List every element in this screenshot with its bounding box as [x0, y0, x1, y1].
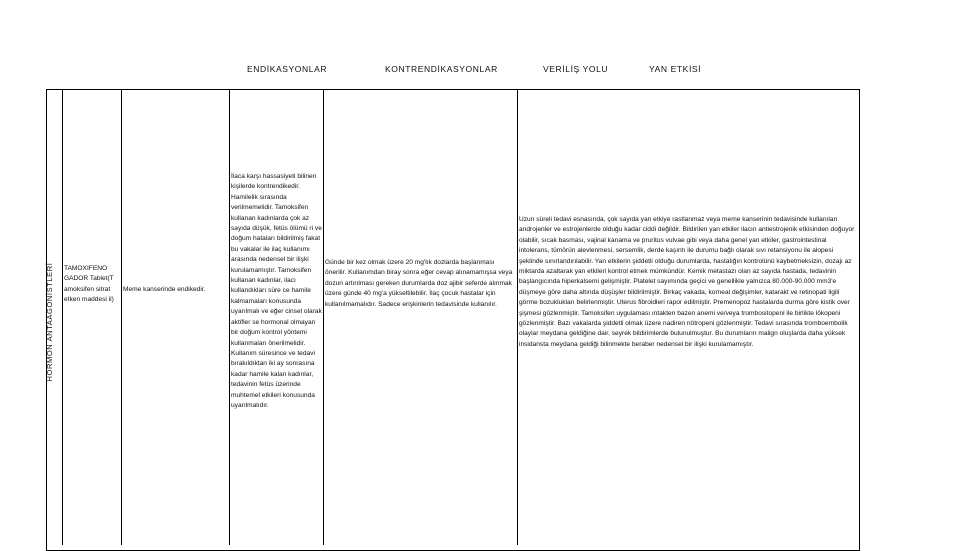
cell-side-effect: Uzun süreli tedavi esnasında, çok sayıda yan etkiye rastlanmaz veya meme kanserinin tedavisinde kullanılan androjenler ve estrojenlerde olduğu kadar ciddi değildir. Bildirilen yan etkiler ilacın antiestrojenik etkisinden doğuyor olabilir, sıcak basması, vajinal kanama ve pruritus vulvae gibi veya daha genel yan etkiler, gastrointestinal intolerans, tümörün alevlenmesi, sersemlik, derde kaşıntı ile durumu bağlı olarak sıvı retansiyonu ile alopesi şeklinde sınırlandırılabilir. Yan etkilerin şiddetli olduğu durumlarda, hastalığın kontrolünü kaybetmeksizin, dozajı az miktarda azaltarak yan etkileri kontrol etmek mümkündür. Kemik metastazı olan az sayıda hastada, tedavinin başlangıcında hiperkalsemi gelişmiştir. Platelet sayımında geçici ve genellikle yalnızca 80.000-90.000 mm3'e düşmeye göre daha altında düşüşler bildirilmiştir. Birkaç vakada, korneal değişimler, katarakt ve retinopati ilgili görme bozuklukları belirlenmiştir. Uterus fibroidleri rapor edilmiştir. Premenopoz hastalarda durma göre kistik over şişmesi gözlenmiştir. Tamoksifen uygulaması ıntakten bazen anemi ve/veya trombositopeni ile birlikte lökopeni gözlenmiştir. Bazı vakalarda şiddetli olmak üzere nadiren nötropeni gözlenmiştir. Tedavi sırasında tromboembolik olaylar meydana geldiğine dair, seyrek bildirimlerde bulunulmuştur. Bu durumların malign oluşlarda daha yüksek insidansta meydana geldiği bilinmekte beraber nedensel bir ilişki kurulamamıştır.	[519, 216, 855, 348]
header-contraindications: KONTRENDİKASYONLAR	[385, 64, 498, 74]
column-divider	[323, 89, 324, 545]
group-label: HORMON ANTAAGONİSTLERİ	[45, 262, 54, 382]
cell-indication: Meme kanserinde endikedir.	[123, 286, 206, 293]
header-route: VERİLİŞ YOLU	[543, 64, 609, 74]
cell-drug-name: TAMOXIFENO GADOR Tablet(T amoksifen sitrat etken maddesi il)	[64, 265, 114, 304]
cell-contraindication: İlaca karşı hassasiyeti bilinen kişilerde kontrendikedir. Hamilelik sırasında verilmemelidir. Tamoksifen kullanan kadınlarda çok az sayıda düşük, fetüs ölümü ri ve doğum hataları bildirilmiş fakat bu vakalar ile ilaç kullanımı arasında nedensel bir ilişki kurulamamıştır. Tamoksifen kullanan kadınlar, ilacı kullandıkları süre ce hamile kalmamaları konusunda uyarılmalı ve eğer cinsel olarak aktifler se hormonal olmayan bir doğum kontrol yöntemi kullanmaları önerilmelidir. Kullanım süresince ve tedavi bırakıldıktan iki ay sonrasına kadar hamile kalan kadınlar, tedavinin fetüs üzerinde muhtemel etkileri konusunda uyarılmalıdır.	[231, 173, 322, 409]
column-divider	[229, 89, 230, 545]
header-side-effects: YAN ETKİSİ	[649, 64, 702, 74]
header-indications: ENDİKASYONLAR	[247, 64, 328, 74]
column-divider	[517, 89, 518, 545]
column-divider	[121, 89, 122, 545]
column-divider	[62, 89, 63, 545]
cell-route: Günde bir kez olmak üzere 20 mg'lık dozlarda başlanması önerilir. Kullanımdan biray sonra eğer cevap alınamamışsa veya dozun artırılması gereken durumlarda doz ajibir seferde alınmak üzere günde 40 mg'a yükseltilebilir. İlaç çocuk hastalar için kullanılmamalıdır. Sadece erişkinlerin tedavisinde kullanılır.	[325, 259, 513, 308]
